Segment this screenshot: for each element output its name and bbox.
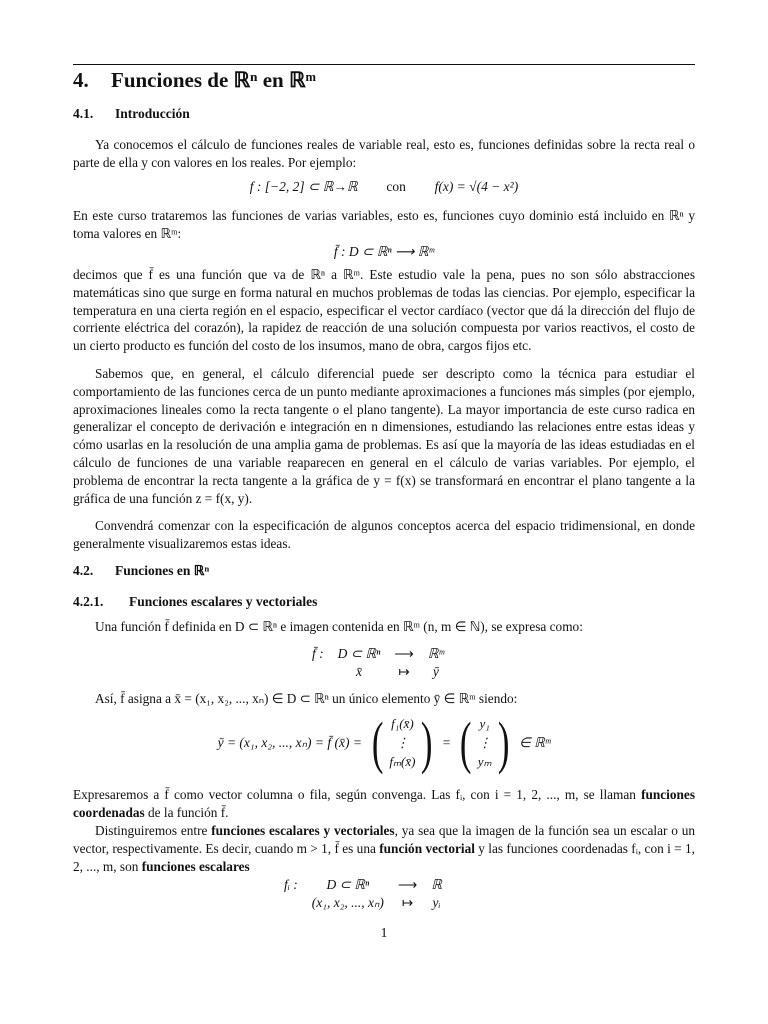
map2-x: (x₁, x₂, ..., xₙ) (311, 895, 384, 910)
paragraph-asi: Así, f̄ asigna a x̄ = (x₁, x₂, ..., xₙ) ∈ D ⊂ ℝⁿ un único elemento ȳ ∈ ℝᵐ siendo: (95, 691, 518, 706)
column-vector-f: ( f₁(x̄) ⋮ fₘ(x̄) ) (371, 710, 433, 775)
map2-mapsto: ↦ (401, 895, 414, 910)
equation-vector-y (73, 710, 695, 775)
map2-domain: D ⊂ ℝⁿ (326, 877, 370, 892)
section-number: 4.1. (73, 106, 94, 121)
p8-part: Expresaremos a f̄ como vector columna o fila, según convenga. Las fᵢ, con i = 1, 2, ..., m, se llaman (73, 787, 642, 802)
p9-bold: funciones escalares (141, 858, 250, 874)
paragraph-distinguiremos (73, 822, 695, 875)
eq1-con: con (386, 179, 406, 194)
header-rule (73, 64, 695, 65)
map1-codomain: ℝᵐ (427, 646, 445, 661)
p9-part: Distinguiremos entre (95, 823, 212, 838)
col1-entry: fₘ(x̄) (389, 754, 416, 769)
map1-mapsto: ↦ (398, 664, 410, 679)
p9-part: , ya sea que la imagen de la función sea un escalar o un vector, respectivamente. Es decir, cuando m > 1, f̄ es una (73, 823, 696, 856)
map1-y: ȳ (432, 664, 439, 679)
equation-f-example (73, 179, 695, 195)
paragraph-intro: Ya conocemos el cálculo de funciones reales de variable real, esto es, funciones definidas sobre la recta real o parte de ella y con valores en los reales. Por ejemplo: (73, 137, 695, 170)
section-number: 4.2. (73, 563, 94, 578)
p8-part: de la función f̄. (144, 804, 229, 820)
subsection-heading-4-2-1 (73, 594, 317, 610)
mapping-f-definition (312, 646, 444, 680)
equation-f-rn-rm (73, 244, 695, 260)
p9-part: y las funciones coordenadas fᵢ, con i = 1, 2, ..., m, son (73, 840, 695, 874)
map1-f: f̄ : (312, 646, 324, 661)
mapping-fi-definition (284, 877, 442, 911)
paragraph-varias-variables: En este curso trataremos las funciones de varias variables, esto es, funciones cuyo dominio está incluido en ℝⁿ y toma valores en ℝᵐ: (73, 208, 695, 241)
section-title: Introducción (115, 106, 190, 121)
p9-bold: funciones escalares y vectoriales (211, 823, 395, 838)
column-vector-y: ( y₁ ⋮ yₘ ) (460, 710, 510, 775)
section-title: Funciones en ℝⁿ (115, 563, 210, 578)
col1-entry: f₁(x̄) (391, 716, 414, 731)
eq3-equals: = (442, 735, 451, 750)
p8-bold: funciones coordenadas (73, 787, 695, 820)
col2-entry: ⋮ (478, 735, 492, 750)
subsection-number: 4.2.1. (73, 594, 104, 609)
paragraph-una-funcion: Una función f̄ definida en D ⊂ ℝⁿ e imagen contenida en ℝᵐ (n, m ∈ ℕ), se expresa como: (95, 619, 583, 634)
eq3-lhs: ȳ = (x₁, x₂, ..., xₙ) = f̄ (x̄) = (217, 735, 362, 750)
paragraph-sabemos: Sabemos que, en general, el cálculo diferencial puede ser descripto como la técnica para estudiar el comportamiento de las funciones cerca de un punto mediante aproximaciones a funciones más simples (por ejemplo, aproximaciones lineales como la recta tangente o el plano tangente). La mayor importancia de este curso radica en generalizar el concepto de derivación e integración en n dimensiones, estudiando las relaciones entre estas ideas y cómo usarlas en la resolución de una amplia gama de problemas. Es así que la mayoría de las ideas estudiadas en el cálculo de funciones de una variable reaparecen en general en el cálculo de varias variables. Por ejemplo, el problema de encontrar la recta tangente a la gráfica de y = f(x) se transformará en encontrar el plano tangente a la gráfica de una función z = f(x, y). (73, 366, 695, 506)
eq3-tail: ∈ ℝᵐ (518, 735, 551, 750)
section-heading-4-1 (73, 106, 190, 122)
map2-f: fᵢ : (284, 877, 298, 892)
map2-y: yᵢ (432, 895, 441, 910)
chapter-number: 4. (73, 68, 89, 92)
paragraph-expresaremos (73, 786, 695, 822)
col2-entry: yₘ (477, 754, 492, 769)
paragraph-convendra: Convendrá comenzar con la especificación de algunos conceptos acerca del espacio tridimensional, en donde generalmente visualizaremos estas ideas. (73, 518, 695, 551)
section-heading-4-2 (73, 563, 209, 579)
map2-codomain: ℝ (431, 877, 442, 892)
eq1-left: f : [−2, 2] ⊂ ℝ→ℝ (249, 179, 358, 194)
map1-arrow: ⟶ (394, 646, 414, 661)
col2-entry: y₁ (479, 716, 490, 731)
chapter-heading (73, 68, 316, 93)
map1-domain: D ⊂ ℝⁿ (337, 646, 381, 661)
map2-arrow: ⟶ (397, 877, 418, 892)
paragraph-decimos: decimos que f̄ es una función que va de ℝⁿ a ℝᵐ. Este estudio vale la pena, pues no son sólo abstracciones matemáticas sino que surge en forma natural en muchos problemas de todas las ciencias. Por ejemplo, especificar la temperatura en una cierta región en el espacio, especificar el vector cardíaco (vector que dá la dirección del flujo de corriente eléctrica del corazón), la rapidez de reacción de una solución compuesta por varios reactivos, el costo de un cierto producto es función del costo de los insumos, mano de obra, cargos fijos etc. (73, 267, 695, 354)
page-number: 1 (380, 926, 388, 941)
map1-x: x̄ (356, 664, 362, 679)
eq1-right: f(x) = √(4 − x²) (434, 179, 519, 194)
eq2-text: f̄ : D ⊂ ℝⁿ ⟶ ℝᵐ (333, 244, 435, 259)
p9-bold: función vectorial (379, 840, 475, 856)
subsection-title: Funciones escalares y vectoriales (129, 594, 318, 609)
col1-entry: ⋮ (395, 735, 409, 750)
chapter-title: Funciones de ℝⁿ en ℝᵐ (111, 68, 316, 92)
